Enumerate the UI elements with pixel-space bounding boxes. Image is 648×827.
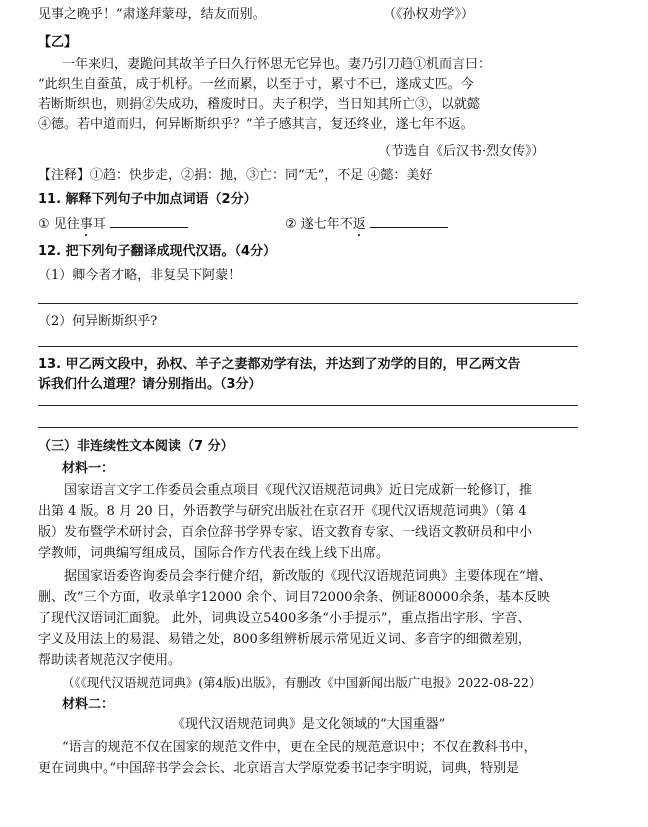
source-citation: （节选自《后汉书·烈女传》） <box>378 144 545 159</box>
item-text: 耳 <box>92 217 106 232</box>
text-line: “此织生自蚕茧，成于机杼。一丝而累，以至于寸，累寸不已，遂成丈匹。今 <box>38 77 474 92</box>
annotation-note: 【注释】①趋：快步走，②捐：抛，③亡：同“无”，不足 ④懿：美好 <box>38 168 433 183</box>
text-line: 字义及用法上的易混、易错之处，800多组辨析展示常见近义词、多音字的细微差别， <box>38 632 531 647</box>
text-line: 删、改”三个方面，收录单字12000 余个、词目72000余条、例证80000余条，基本反映 <box>38 590 550 605</box>
text-line: 若断斯织也，则捐②失成功，稽废时日。夫子积学，当日知其所亡③，以就懿 <box>38 97 481 112</box>
answer-line[interactable] <box>38 346 578 347</box>
sentence-item: （1）卿今者才略，非复吴下阿蒙！ <box>38 268 242 283</box>
question-stem: 诉我们什么道理？请分别指出。（3分） <box>38 377 262 392</box>
answer-line[interactable] <box>38 427 578 428</box>
dotted-word: 返 <box>352 217 366 232</box>
question-stem: 11. 解释下列句子中加点词语（2分） <box>38 192 257 207</box>
text-line: 学教师，词典编写组成员，国际合作方代表在线上线下出席。 <box>38 546 390 561</box>
dotted-word: 事 <box>79 217 93 232</box>
text-line: 帮助读者规范汉字使用。 <box>38 653 182 668</box>
material-label: 材料一： <box>62 461 115 476</box>
text-line: 国家语言文字工作委员会重点项目《现代汉语规范词典》近日完成新一轮修订，推 <box>64 483 533 498</box>
source-citation: （《《现代汉语规范词典》(第4版)出版》，有删改《中国新闻出版广电报》2022-08-22） <box>62 675 542 690</box>
text-line: 据国家语委咨询委员会李行健介绍，新改版的《现代汉语规范词典》主要体现在“增、 <box>64 569 552 584</box>
answer-line[interactable] <box>38 405 578 406</box>
question-item <box>38 215 188 240</box>
text-line: 见事之晚乎！”肃遂拜蒙母，结友而别。 <box>38 7 266 22</box>
question-stem: 12. 把下列句子翻译成现代汉语。（4分） <box>38 244 277 259</box>
item-number: ② <box>285 217 297 232</box>
source-citation: （《孙权劝学》） <box>383 7 475 22</box>
section-heading: （三）非连续性文本阅读（7 分） <box>38 439 234 454</box>
section-heading: 【乙】 <box>38 35 78 50</box>
text-line: 版）发布暨学术研讨会，百余位辞书学界专家、语文教育专家、一线语文教研员和中小 <box>38 525 533 540</box>
answer-line[interactable] <box>38 303 578 304</box>
text-line: “语言的规范不仅在国家的规范文件中，更在全民的规范意识中；不仅在教科书中， <box>62 740 537 755</box>
text-line: 一年来归，妻跪问其故羊子曰久行怀思无它异也。妻乃引刀趋①机而言曰： <box>62 57 492 72</box>
material-label: 材料二： <box>62 697 115 712</box>
material-title: 《现代汉语规范词典》是文化领域的“大国重器” <box>172 717 446 732</box>
answer-blank[interactable] <box>370 215 448 228</box>
item-text: 见往 <box>53 217 80 232</box>
answer-blank[interactable] <box>110 215 188 228</box>
text-line: 了现代汉语词汇面貌。 此外，词典设立5400多条“小手提示”，重点指出字形、字音、 <box>38 611 531 626</box>
question-stem: 13. 甲乙两文段中，孙权、羊子之妻都劝学有法，并达到了劝学的目的，甲乙两文告 <box>38 357 521 372</box>
question-item <box>285 215 448 240</box>
item-number: ① <box>38 217 50 232</box>
item-text: 遂七年不 <box>300 217 353 232</box>
text-line: 出第 4 版。8 月 20 日，外语教学与研究出版社在京召开《现代汉语规范词典》（第 4 <box>38 504 527 519</box>
text-line: 更在词典中。”中国辞书学会会长、北京语言大学原党委书记李宇明说，词典，特别是 <box>38 761 520 776</box>
text-line: ④德。若中道而归，何异断斯织乎？”羊子感其言，复还终业，遂七年不返。 <box>38 117 474 132</box>
sentence-item: （2）何异断斯织乎? <box>38 314 158 329</box>
